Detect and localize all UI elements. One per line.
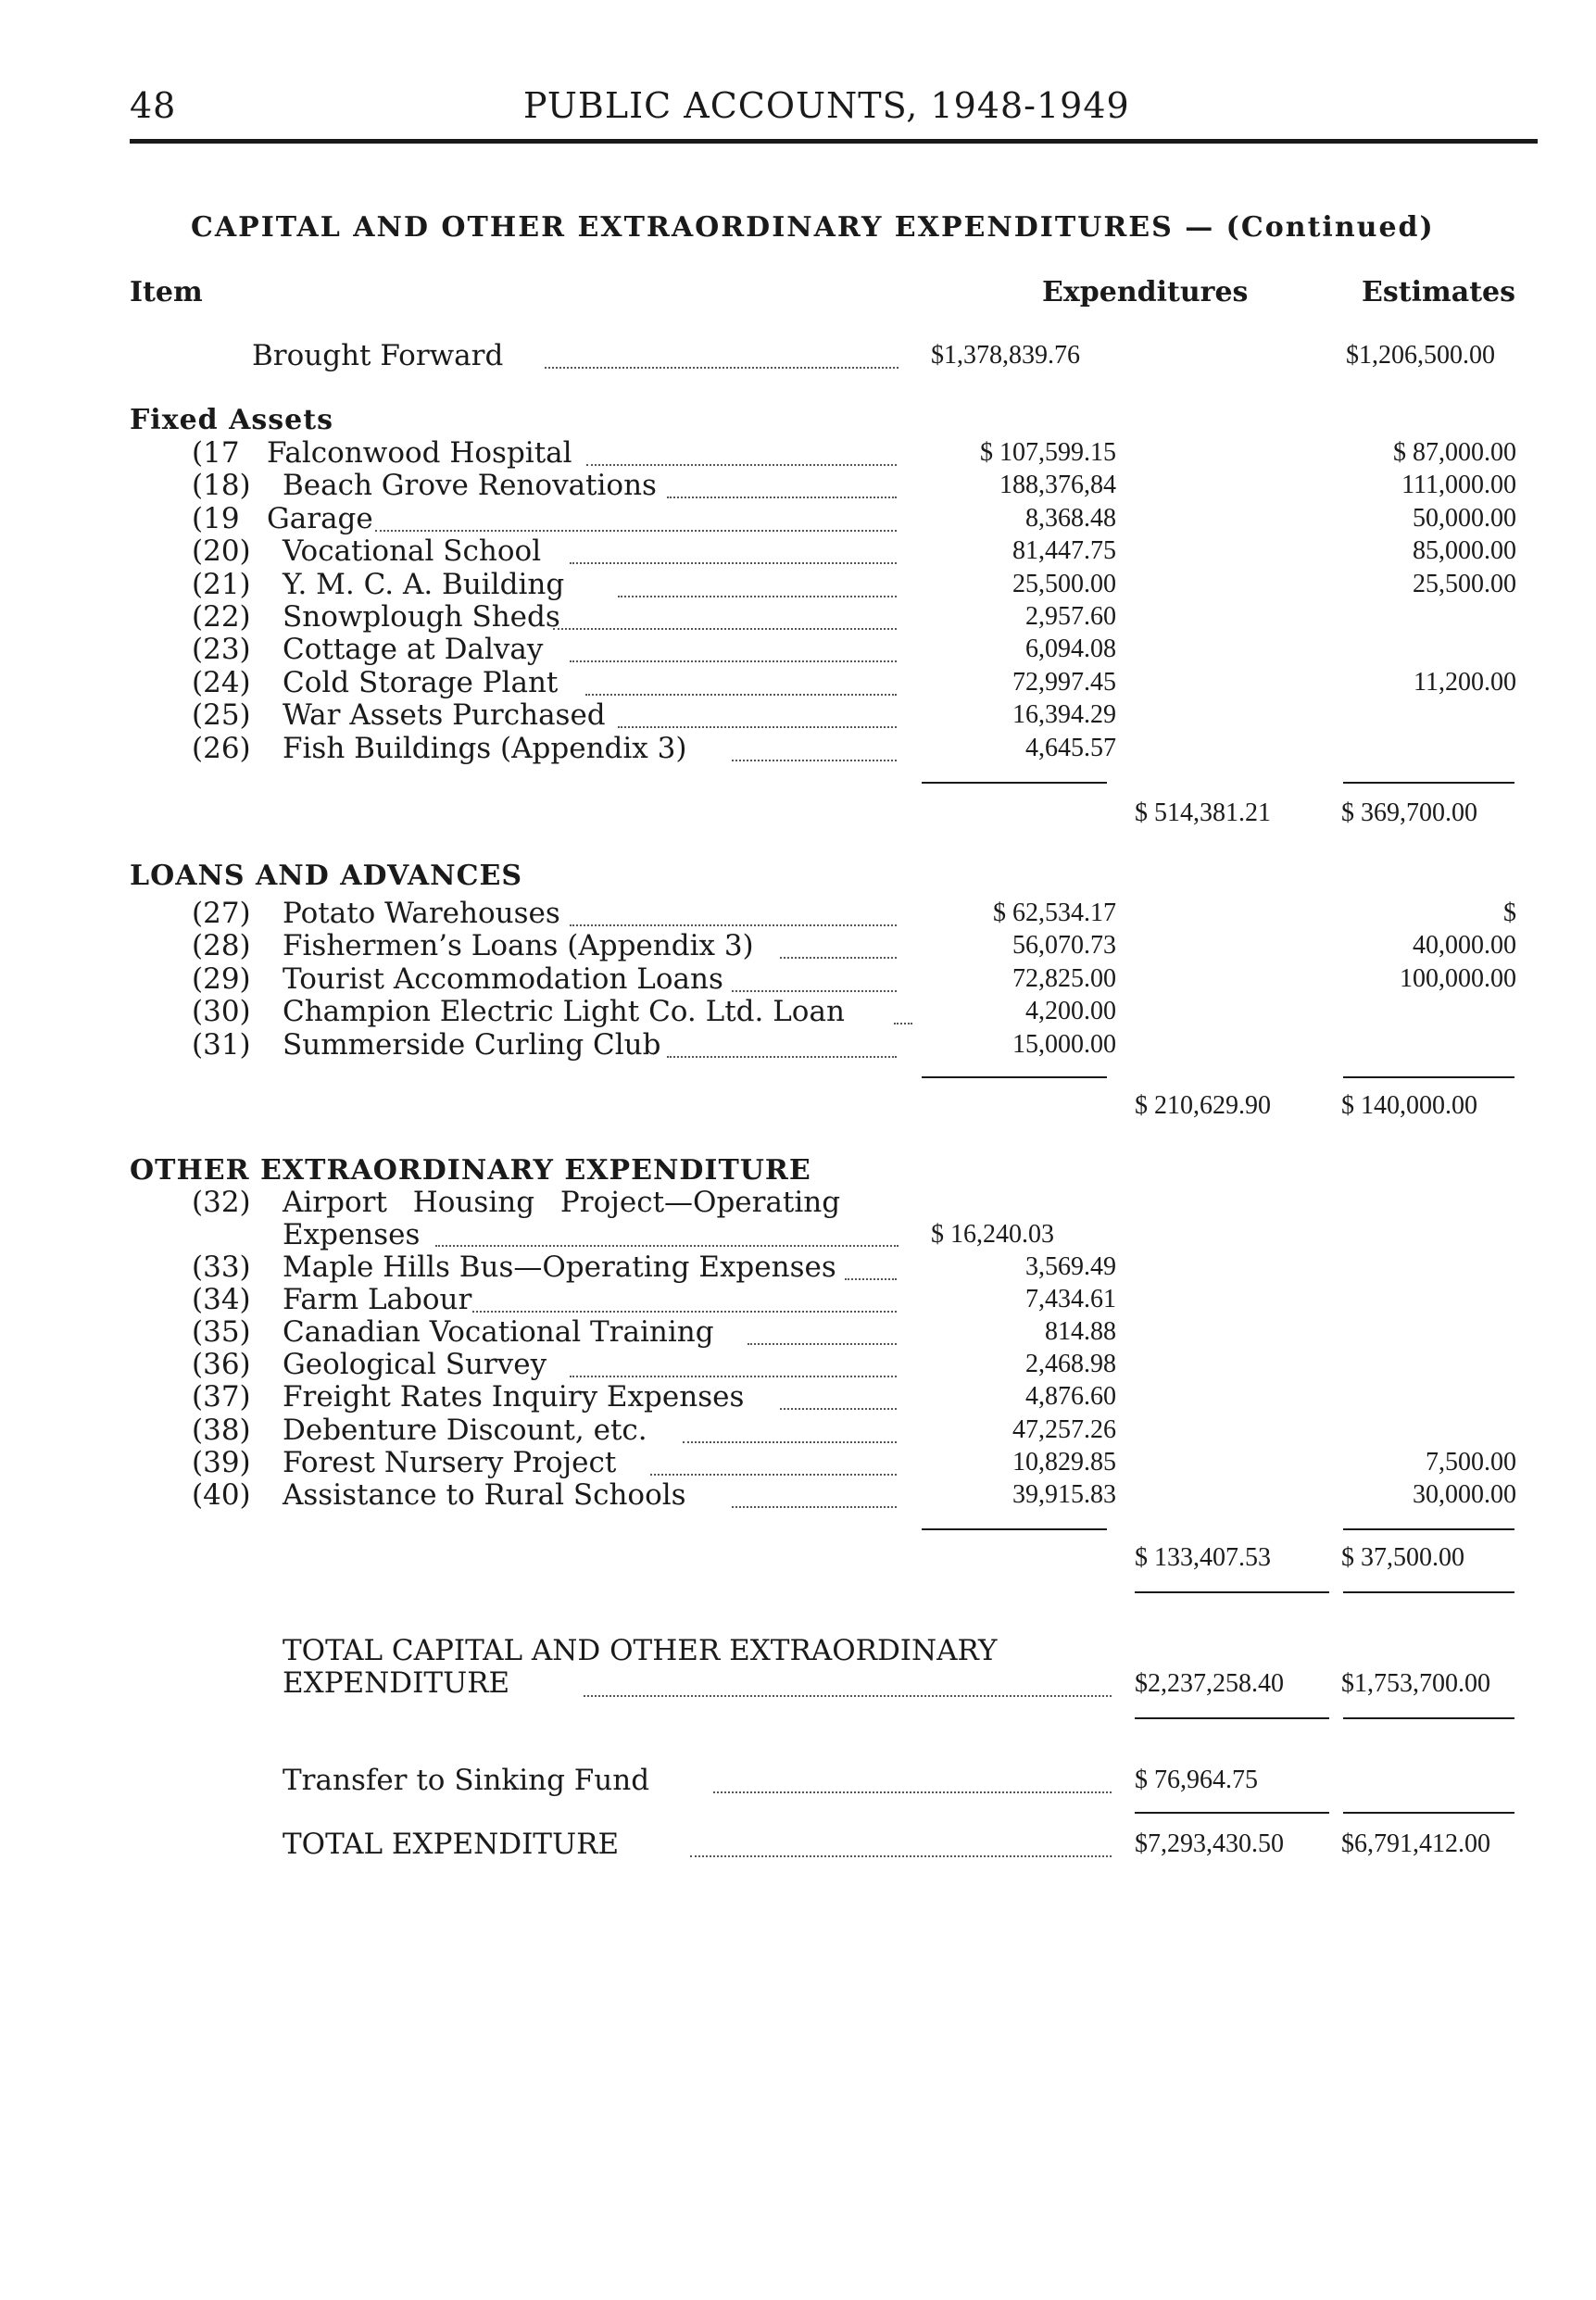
leader-dots: [618, 596, 897, 597]
row-number: (26): [192, 731, 251, 765]
row-number: (23): [192, 633, 251, 667]
row-label: Freight Rates Inquiry Expenses: [283, 1380, 745, 1414]
row-label: Falconwood Hospital: [267, 436, 572, 470]
leader-dots: [894, 1023, 912, 1024]
row-label: Fish Buildings (Appendix 3): [283, 731, 687, 765]
row-expenditure: 39,915.83: [1012, 1479, 1116, 1509]
leader-dots: [585, 694, 897, 696]
leader-dots: [780, 957, 897, 959]
row-label: Maple Hills Bus—Operating Expenses: [283, 1251, 836, 1284]
row-label: Cold Storage Plant: [283, 665, 559, 699]
row-expenditure: 25,500.00: [1012, 569, 1116, 598]
row-number: (21): [192, 567, 251, 601]
total-capital-label-continued: EXPENDITURE: [283, 1666, 510, 1700]
column-head-item: Item: [130, 276, 203, 308]
row-expenditure: 814.88: [1045, 1317, 1116, 1347]
brought-forward-estimate: $1,206,500.00: [1346, 341, 1495, 370]
row-estimate: 7,500.00: [1426, 1447, 1516, 1477]
row-label: Summerside Curling Club: [283, 1027, 661, 1062]
row-label: Tourist Accommodation Loans: [283, 961, 723, 996]
subtotal-rule: [922, 782, 1107, 784]
row-expenditure: 4,645.57: [1025, 733, 1116, 762]
section-heading-other: OTHER EXTRAORDINARY EXPENDITURE: [130, 1154, 811, 1187]
leader-dots: [732, 760, 898, 761]
row-estimate: 30,000.00: [1413, 1479, 1516, 1509]
header-rule: [130, 139, 1538, 144]
brought-forward-expenditure: $1,378,839.76: [931, 341, 1080, 370]
total-capital-label: TOTAL CAPITAL AND OTHER EXTRAORDINARY: [283, 1634, 998, 1667]
row-expenditure: 2,468.98: [1025, 1350, 1116, 1379]
leader-dots: [667, 496, 898, 498]
subtotal-rule: [1343, 782, 1514, 784]
row-estimate: 85,000.00: [1413, 536, 1516, 566]
row-label: Canadian Vocational Training: [283, 1315, 714, 1350]
leader-dots: [545, 367, 899, 369]
column-head-expenditures: Expenditures: [1042, 276, 1249, 308]
row-number: (18): [192, 469, 251, 503]
leader-dots: [472, 1311, 898, 1313]
row-label: Geological Survey: [283, 1348, 547, 1382]
row-label-continued: Expenses: [283, 1218, 421, 1251]
row-number: (37): [192, 1380, 251, 1414]
total-estimate-value: $6,791,412.00: [1341, 1829, 1490, 1858]
section-heading-fixed-assets: Fixed Assets: [130, 404, 333, 436]
row-expenditure: $ 107,599.15: [980, 438, 1116, 467]
leader-dots: [780, 1408, 897, 1410]
section-heading-loans: LOANS AND ADVANCES: [130, 860, 523, 892]
subtotal-underline: [1343, 1591, 1514, 1593]
row-label: Garage: [267, 501, 373, 535]
row-estimate: 11,200.00: [1414, 667, 1516, 697]
total-expenditure-label: TOTAL EXPENDITURE: [283, 1828, 620, 1861]
row-number: (39): [192, 1445, 251, 1479]
total-expenditure-value: $7,293,430.50: [1135, 1829, 1284, 1858]
leader-dots: [618, 726, 897, 728]
row-number: (34): [192, 1283, 251, 1317]
row-number: (32): [192, 1186, 251, 1219]
row-estimate: 111,000.00: [1401, 471, 1516, 500]
leader-dots: [845, 1278, 897, 1280]
row-estimate: 25,500.00: [1413, 569, 1516, 598]
total-underline: [1135, 1717, 1329, 1719]
row-expenditure: 6,094.08: [1025, 635, 1116, 664]
leader-dots: [683, 1441, 897, 1443]
fixed-assets-total-estimate: $ 369,700.00: [1341, 798, 1477, 827]
loans-total-expenditure: $ 210,629.90: [1135, 1091, 1271, 1120]
row-expenditure: 8,368.48: [1025, 503, 1116, 533]
column-head-estimates: Estimates: [1362, 276, 1516, 308]
subtotal-rule: [1343, 1076, 1514, 1078]
leader-dots: [375, 530, 897, 532]
leader-dots: [553, 628, 897, 630]
row-expenditure: $ 62,534.17: [993, 899, 1116, 927]
row-estimate: 50,000.00: [1413, 503, 1516, 533]
row-number: (19: [192, 501, 240, 535]
row-expenditure: 4,876.60: [1025, 1382, 1116, 1412]
table-title: CAPITAL AND OTHER EXTRAORDINARY EXPENDITURES — (Continued): [191, 211, 1435, 244]
row-expenditure: 7,434.61: [1025, 1285, 1116, 1314]
leader-dots: [667, 1056, 898, 1058]
row-number: (36): [192, 1348, 251, 1382]
row-label: Snowplough Sheds: [283, 600, 560, 634]
row-number: (35): [192, 1315, 251, 1350]
row-label: Potato Warehouses: [283, 897, 560, 930]
total-capital-expenditure: $2,237,258.40: [1135, 1669, 1284, 1698]
leader-dots: [732, 1506, 898, 1508]
row-number: (20): [192, 534, 251, 569]
row-expenditure: 81,447.75: [1012, 536, 1116, 566]
page-number: 48: [130, 85, 177, 126]
row-expenditure: 47,257.26: [1012, 1414, 1116, 1444]
row-expenditure: 10,829.85: [1012, 1447, 1116, 1477]
row-number: (31): [192, 1027, 251, 1062]
other-total-estimate: $ 37,500.00: [1341, 1543, 1464, 1572]
subtotal-rule: [1343, 1528, 1514, 1530]
row-label: Fishermen’s Loans (Appendix 3): [283, 929, 754, 963]
row-estimate: $: [1503, 899, 1516, 927]
other-total-expenditure: $ 133,407.53: [1135, 1543, 1271, 1572]
leader-dots: [584, 1695, 1112, 1697]
row-label: Cottage at Dalvay: [283, 633, 544, 667]
row-expenditure: 188,376,84: [999, 471, 1116, 500]
leader-dots: [690, 1855, 1112, 1857]
leader-dots: [732, 990, 898, 992]
subtotal-underline: [1135, 1591, 1329, 1593]
leader-dots: [435, 1245, 899, 1247]
total-capital-estimate: $1,753,700.00: [1341, 1669, 1490, 1698]
row-expenditure: $ 16,240.03: [931, 1220, 1054, 1249]
row-label: War Assets Purchased: [283, 698, 606, 733]
row-number: (27): [192, 897, 251, 930]
row-expenditure: 3,569.49: [1025, 1252, 1116, 1281]
row-number: (29): [192, 961, 251, 996]
sinking-fund-expenditure: $ 76,964.75: [1135, 1766, 1258, 1794]
row-expenditure: 56,070.73: [1012, 931, 1116, 961]
row-number: (28): [192, 929, 251, 963]
row-label: Beach Grove Renovations: [283, 469, 657, 503]
row-label: Assistance to Rural Schools: [283, 1477, 686, 1512]
leader-dots: [570, 924, 898, 926]
leader-dots: [586, 464, 898, 466]
row-label: Vocational School: [283, 534, 542, 569]
row-number: (25): [192, 698, 251, 733]
leader-dots: [748, 1343, 897, 1345]
row-number: (30): [192, 995, 251, 1029]
row-estimate: 40,000.00: [1413, 931, 1516, 961]
row-number: (33): [192, 1251, 251, 1284]
row-label: Forest Nursery Project: [283, 1445, 617, 1479]
fixed-assets-total-expenditure: $ 514,381.21: [1135, 798, 1271, 827]
row-number: (24): [192, 665, 251, 699]
leader-dots: [713, 1791, 1112, 1793]
row-label: Y. M. C. A. Building: [283, 567, 565, 601]
leader-dots: [570, 562, 898, 564]
row-number: (17: [192, 436, 240, 470]
row-expenditure: 2,957.60: [1025, 602, 1116, 631]
sinking-fund-label: Transfer to Sinking Fund: [283, 1764, 650, 1797]
row-expenditure: 4,200.00: [1025, 997, 1116, 1026]
row-label: Debenture Discount, etc.: [283, 1413, 647, 1447]
brought-forward-label: Brought Forward: [252, 339, 504, 372]
row-label: Farm Labour: [283, 1283, 472, 1317]
row-label: Airport Housing Project—Operating: [283, 1186, 841, 1219]
row-label: Champion Electric Light Co. Ltd. Loan: [283, 995, 845, 1029]
total-underline: [1343, 1717, 1514, 1719]
total-underline: [1343, 1812, 1514, 1814]
subtotal-rule: [922, 1076, 1107, 1078]
loans-total-estimate: $ 140,000.00: [1341, 1091, 1477, 1120]
row-expenditure: 72,825.00: [1012, 963, 1116, 993]
leader-dots: [650, 1474, 897, 1476]
row-estimate: $ 87,000.00: [1393, 438, 1516, 467]
row-expenditure: 15,000.00: [1012, 1029, 1116, 1059]
total-underline: [1135, 1812, 1329, 1814]
subtotal-rule: [922, 1528, 1107, 1530]
leader-dots: [570, 1376, 898, 1377]
leader-dots: [570, 660, 898, 662]
row-expenditure: 72,997.45: [1012, 667, 1116, 697]
row-estimate: 100,000.00: [1400, 963, 1516, 993]
row-expenditure: 16,394.29: [1012, 700, 1116, 730]
row-number: (22): [192, 600, 251, 634]
running-title: PUBLIC ACCOUNTS, 1948-1949: [523, 85, 1130, 126]
row-number: (38): [192, 1413, 251, 1447]
row-number: (40): [192, 1477, 251, 1512]
